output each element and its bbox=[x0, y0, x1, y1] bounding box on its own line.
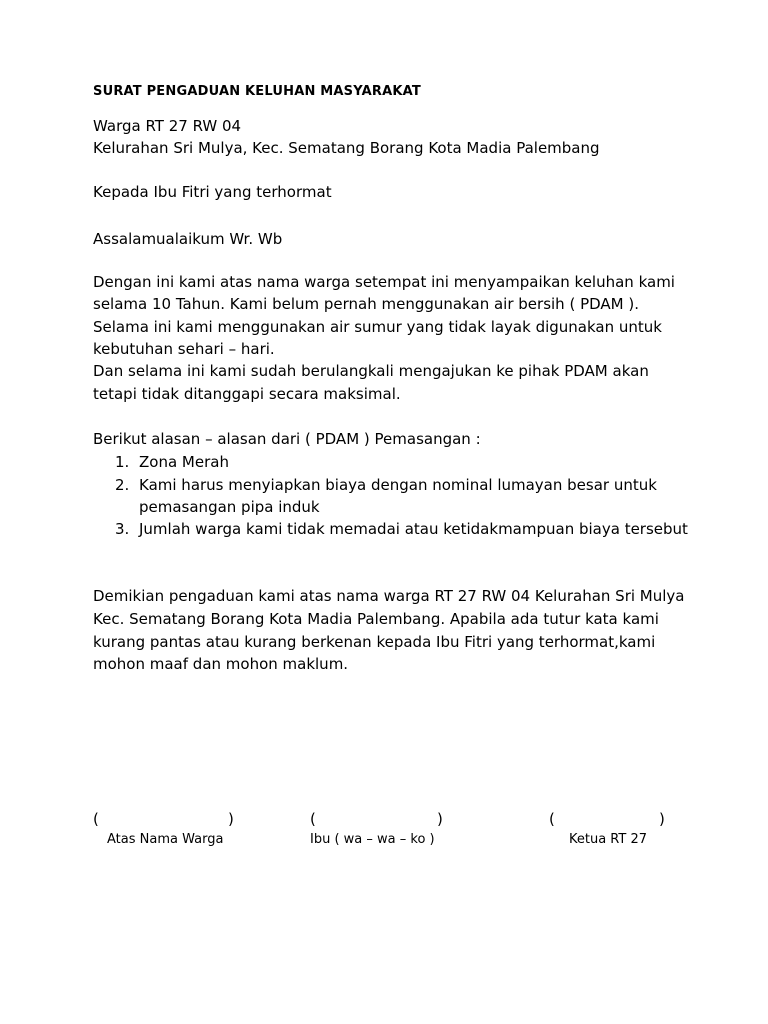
letter-title: SURAT PENGADUAN KELUHAN MASYARAKAT bbox=[93, 84, 421, 99]
list-text: Zona Merah bbox=[139, 453, 229, 471]
signature-close-paren: ) bbox=[228, 810, 234, 828]
closing-line: Kec. Sematang Borang Kota Madia Palembang. Apabila ada tutur kata kami bbox=[93, 610, 659, 628]
closing-line: Demikian pengaduan kami atas nama warga RT 27 RW 04 Kelurahan Sri Mulya bbox=[93, 587, 685, 605]
list-number: 3. bbox=[115, 520, 130, 538]
body-line: tetapi tidak ditanggapi secara maksimal. bbox=[93, 385, 401, 403]
signature-close-paren: ) bbox=[437, 810, 443, 828]
greeting: Assalamualaikum Wr. Wb bbox=[93, 230, 283, 248]
closing-line: mohon maaf dan mohon maklum. bbox=[93, 655, 349, 673]
sender-line-1: Warga RT 27 RW 04 bbox=[93, 117, 242, 135]
signature-open-paren: ( bbox=[310, 810, 316, 828]
list-number: 2. bbox=[115, 476, 130, 494]
body-line: selama 10 Tahun. Kami belum pernah menggunakan air bersih ( PDAM ). bbox=[93, 295, 639, 313]
list-item bbox=[115, 518, 688, 540]
signature-label-ketua-rt: Ketua RT 27 bbox=[569, 832, 648, 847]
body-line: Dan selama ini kami sudah berulangkali mengajukan ke pihak PDAM akan bbox=[93, 362, 649, 380]
list-item bbox=[115, 451, 229, 473]
sender-line-2: Kelurahan Sri Mulya, Kec. Sematang Borang Kota Madia Palembang bbox=[93, 139, 600, 157]
signature-open-paren: ( bbox=[93, 810, 99, 828]
signature-label-warga: Atas Nama Warga bbox=[107, 832, 224, 847]
list-item bbox=[115, 474, 657, 518]
signature-close-paren: ) bbox=[659, 810, 665, 828]
closing-line: kurang pantas atau kurang berkenan kepada Ibu Fitri yang terhormat,kami bbox=[93, 633, 656, 651]
reasons-intro: Berikut alasan – alasan dari ( PDAM ) Pemasangan : bbox=[93, 430, 481, 448]
list-text: Jumlah warga kami tidak memadai atau ketidakmampuan biaya tersebut bbox=[139, 520, 688, 538]
body-line: Selama ini kami menggunakan air sumur yang tidak layak digunakan untuk bbox=[93, 318, 662, 336]
signature-open-paren: ( bbox=[549, 810, 555, 828]
list-number: 1. bbox=[115, 453, 130, 471]
list-text-continuation: pemasangan pipa induk bbox=[139, 498, 320, 516]
recipient: Kepada Ibu Fitri yang terhormat bbox=[93, 183, 332, 201]
body-line: Dengan ini kami atas nama warga setempat ini menyampaikan keluhan kami bbox=[93, 273, 675, 291]
body-line: kebutuhan sehari – hari. bbox=[93, 340, 275, 358]
signature-label-wawako: Ibu ( wa – wa – ko ) bbox=[310, 832, 435, 847]
list-text: Kami harus menyiapkan biaya dengan nominal lumayan besar untuk bbox=[139, 476, 657, 494]
